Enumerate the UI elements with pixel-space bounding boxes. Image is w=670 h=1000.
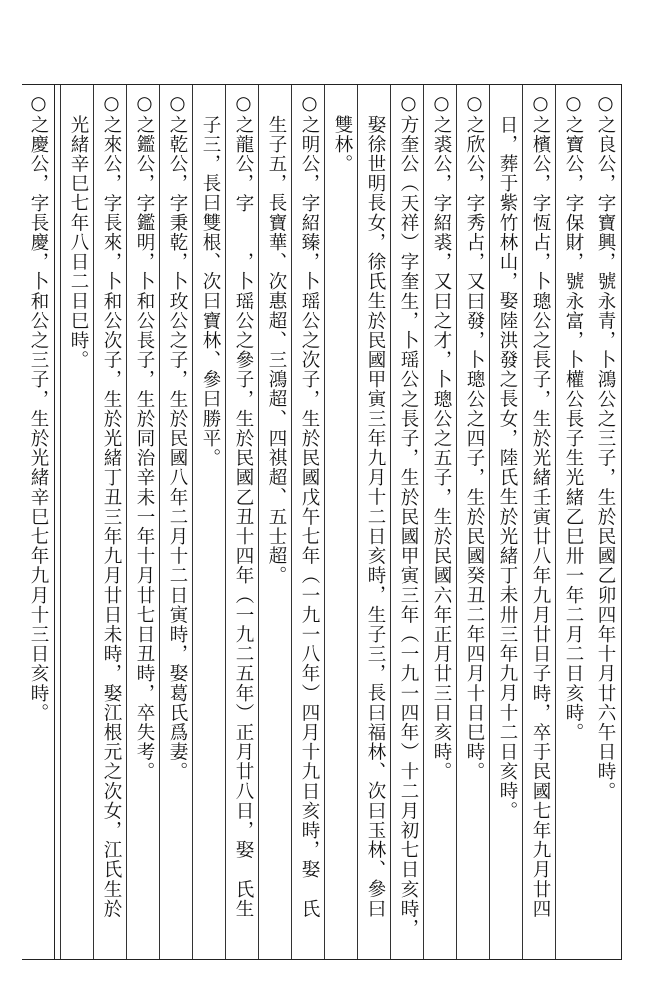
- column-text: ○方奎公（天祥）字奎生，卜瑶公之長子，生於民國甲寅三年（一九一四年）十二月初七日亥時，: [398, 93, 419, 939]
- text-column: [390, 85, 423, 959]
- column-text: 娶徐世明長女，徐氏生於民國甲寅三年九月十二日亥時，生子三，長曰福林、次曰玉林、參曰: [365, 115, 386, 919]
- column-text: 光緒辛巳七年八日二日巳時。: [68, 115, 89, 370]
- text-column: [192, 85, 225, 959]
- column-text: 子三，長曰雙根、次曰寶林、參曰勝平。: [200, 115, 221, 468]
- text-column: [588, 85, 621, 959]
- text-frame: [54, 84, 622, 960]
- column-text: 雙林。: [332, 115, 353, 174]
- text-column: [225, 85, 258, 959]
- text-column: [60, 85, 93, 959]
- text-column: [522, 85, 555, 959]
- text-column: [93, 85, 126, 959]
- column-text: ○之裘公，字紹裘，又曰之才，卜璁公之五子，生於民國六年正月廿三日亥時。: [431, 93, 452, 782]
- column-text: ○之檳公，字恆占，卜璁公之長子，生於光緒壬寅廿八年九月廿日子時，卒于民國七年九月廿四: [530, 93, 551, 919]
- column-text: 日，葬于紫竹林山，娶陸洪發之長女，陸氏生於光緒丁未卅三年九月十二日亥時。: [497, 115, 518, 821]
- column-text: ○之慶公，字長慶，卜和公之三子，生於光緒辛巳七年九月十三日亥時。: [28, 93, 49, 723]
- text-column: [291, 85, 324, 959]
- text-column: [126, 85, 159, 959]
- text-column: [456, 85, 489, 959]
- text-column: [357, 85, 390, 959]
- column-text: ○之欣公，字秀占，又曰發，卜璁公之四子，生於民國癸丑二年四月十日巳時。: [464, 93, 485, 782]
- text-column: [423, 85, 456, 959]
- column-text: ○之良公，字寶興，號永青，卜鴻公之三子，生於民國乙卯四年十月廿六午日時。: [595, 93, 616, 802]
- text-column: [258, 85, 291, 959]
- text-column: [489, 85, 522, 959]
- column-text: ○之寶公，字保財，號永富，卜權公長子生光緒乙巳卅一年二月二日亥時。: [563, 93, 584, 743]
- column-text: ○之乾公，字秉乾，卜玫公之子，生於民國八年二月十二日寅時，娶葛氏爲妻。: [167, 93, 188, 782]
- text-column: [324, 85, 357, 959]
- last-column: [22, 84, 54, 960]
- column-text: ○之鑑公，字鑑明，卜和公長子，生於同治辛未一年十月廿七日丑時，卒失考。: [134, 93, 155, 782]
- text-column: [555, 85, 588, 959]
- column-text: ○之來公，字長來，卜和公次子，生於光緒丁丑三年九月廿日未時，娶江根元之次女，江氏生於: [101, 93, 122, 919]
- column-text: ○之龍公，字 ，卜瑶公之參子，生於民國乙丑十四年（一九二五年）正月廿八日，娶 氏生: [233, 93, 254, 919]
- column-text: ○之明公，字紹臻，卜瑶公之次子，生於民國戊午七年（一九一八年）四月十九日亥時，娶 氏: [299, 93, 320, 919]
- text-column: [159, 85, 192, 959]
- column-text: 生子五，長寶華、次惠超、三鴻超、四祺超、五士超。: [266, 115, 287, 586]
